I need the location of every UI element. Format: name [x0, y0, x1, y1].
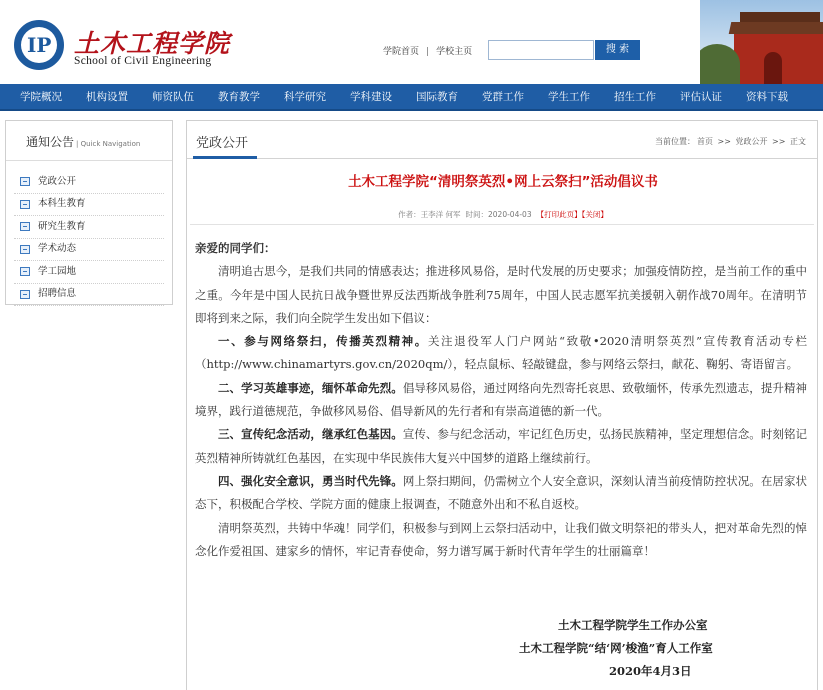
- paragraph-heading: 二、学习英雄事迹，缅怀革命先烈。: [218, 380, 403, 395]
- document-icon: [20, 177, 30, 186]
- document-icon: [20, 245, 30, 254]
- nav-item-overview[interactable]: 学院概况: [20, 91, 62, 103]
- breadcrumb: [654, 136, 807, 147]
- nav-item-teaching[interactable]: 教育教学: [218, 91, 260, 103]
- breadcrumb-current: 正文: [790, 137, 806, 146]
- main-header: [187, 121, 817, 159]
- nav-item-admissions[interactable]: 招生工作: [614, 91, 656, 103]
- print-link[interactable]: 【打印此页】: [536, 210, 582, 219]
- sidebar: [5, 120, 173, 305]
- site-header: [0, 0, 823, 84]
- gate-building-image: [700, 0, 823, 84]
- article-greeting: 亲爱的同学们：: [195, 241, 276, 255]
- sidebar-subtitle: | Quick Navigation: [76, 140, 141, 148]
- sidebar-item-label: 研究生教育: [38, 220, 86, 232]
- sidebar-item-party-affairs[interactable]: [14, 171, 164, 194]
- breadcrumb-section[interactable]: 党政公开: [735, 137, 768, 146]
- article-title: 土木工程学院“清明祭英烈•网上云祭扫”活动倡议书: [348, 174, 658, 190]
- nav-item-downloads[interactable]: 资料下载: [746, 91, 788, 103]
- signature-date: 2020年4月3日: [609, 664, 692, 678]
- paragraph-heading: 一、参与网络祭扫，传播英烈精神。: [218, 334, 428, 349]
- sidebar-item-undergraduate[interactable]: [14, 194, 164, 217]
- document-icon: [20, 290, 30, 299]
- sidebar-item-label: 本科生教育: [38, 198, 86, 210]
- article-author: 作者：王李洋 何军: [398, 210, 461, 219]
- article-paragraph: 二、学习英雄事迹，缅怀革命先烈。倡导移风易俗，通过网络向先烈寄托哀思、致敬缅怀，传承先烈遗志，提升精神境界，践行道德规范，争做移风易俗、倡导新风的先行者和有崇高道德的新一代。: [195, 380, 808, 419]
- link-separator: |: [426, 47, 430, 57]
- breadcrumb-separator: >>: [717, 137, 731, 146]
- document-icon: [20, 222, 30, 231]
- article-paragraph: 一、参与网络祭扫，传播英烈精神。关注退役军人门户网站“致敬•2020清明祭英烈”宣传教育活动专栏（http://www.chinamartyrs.gov.cn/2020qm/），轻点鼠标、轻敲键盘，参与网络云祭扫，献花、鞠躬、寄语留言。: [195, 334, 807, 372]
- main-content: [186, 120, 818, 690]
- signature-studio: 土木工程学院“结‘网’梭渔”育人工作室: [519, 641, 713, 655]
- divider: [190, 224, 814, 225]
- paragraph-heading: 四、强化安全意识，勇当时代先锋。: [218, 473, 403, 488]
- sidebar-item-label: 招聘信息: [38, 288, 77, 300]
- paragraph-heading: 三、宣传纪念活动，继承红色基因。: [218, 427, 403, 442]
- home-link[interactable]: 学院首页: [383, 47, 420, 57]
- section-title: 党政公开: [196, 136, 249, 151]
- nav-item-party[interactable]: 党群工作: [482, 91, 524, 103]
- sidebar-item-label: 学术动态: [38, 243, 77, 255]
- breadcrumb-separator: >>: [772, 137, 786, 146]
- nav-item-international[interactable]: 国际教育: [416, 91, 458, 103]
- sidebar-title: 通知公告: [26, 135, 75, 149]
- nav-item-organization[interactable]: 机构设置: [86, 91, 128, 103]
- sidebar-item-graduate[interactable]: [14, 216, 164, 239]
- article-paragraph: 清明祭英烈，共铸中华魂！同学们，积极参与到网上云祭扫活动中，让我们做文明祭祀的带头人，把对革命先烈的悼念化作爱祖国、建家乡的情怀，牢记青春使命，努力谱写属于新时代青年学生的壮丽篇章！: [195, 520, 807, 558]
- sidebar-item-recruitment[interactable]: [14, 284, 164, 307]
- nav-item-faculty[interactable]: 师资队伍: [152, 91, 194, 103]
- sidebar-item-label: 党政公开: [38, 175, 77, 187]
- sidebar-item-student-garden[interactable]: [14, 261, 164, 284]
- school-name-en: School of Civil Engineering: [74, 55, 212, 67]
- school-emblem-icon[interactable]: IP: [14, 20, 64, 70]
- article-time: 时间：2020-04-03: [465, 210, 532, 219]
- breadcrumb-home[interactable]: 首页: [697, 137, 713, 146]
- article-paragraph: 三、宣传纪念活动，继承红色基因。宣传、参与纪念活动，牢记红色历史，弘扬民族精神，坚定理想信念。时刻铭记英烈精神所铸就红色基因，在实现中华民族伟大复兴中国梦的道路上继续前行。: [195, 427, 808, 465]
- nav-item-student-affairs[interactable]: 学生工作: [548, 91, 590, 103]
- nav-item-accreditation[interactable]: 评估认证: [680, 91, 722, 103]
- sidebar-item-academic[interactable]: [14, 239, 164, 262]
- sidebar-list: [6, 161, 172, 306]
- sidebar-item-label: 学工园地: [38, 265, 77, 277]
- nav-item-research[interactable]: 科学研究: [284, 91, 326, 103]
- article-signature: [187, 614, 819, 683]
- search-input[interactable]: [488, 40, 594, 60]
- school-name-cn[interactable]: 土木工程学院: [74, 29, 231, 58]
- close-link[interactable]: 【关闭】: [581, 210, 608, 219]
- top-links: [383, 44, 472, 57]
- nav-item-discipline[interactable]: 学科建设: [350, 91, 392, 103]
- breadcrumb-prefix: 当前位置：: [655, 137, 695, 146]
- article-meta: [187, 209, 819, 220]
- document-icon: [20, 267, 30, 276]
- main-nav: [0, 84, 823, 111]
- document-icon: [20, 200, 30, 209]
- search-button[interactable]: 搜 索: [595, 40, 640, 60]
- section-title-underline: [193, 156, 257, 159]
- university-link[interactable]: 学校主页: [436, 47, 473, 57]
- sidebar-header: [6, 121, 172, 161]
- signature-office: 土木工程学院学生工作办公室: [558, 618, 708, 632]
- article-paragraph: 清明追古思今，是我们共同的情感表达；推进移风易俗，是时代发展的历史要求；加强疫情防控，是当前工作的重中之重。今年是中国人民抗日战争暨世界反法西斯战争胜利75周年，中国人民志愿军抗美援朝入朝作战70周年。在清明节即将到来之际，我们向全院学生发出如下倡议：: [195, 264, 807, 325]
- article-body: [195, 237, 807, 563]
- article-paragraph: 四、强化安全意识，勇当时代先锋。网上祭扫期间，仍需树立个人安全意识，深刻认清当前疫情防控状况。在居家状态下，积极配合学校、学院方面的健康上报调查，不随意外出和不私自返校。: [195, 473, 808, 512]
